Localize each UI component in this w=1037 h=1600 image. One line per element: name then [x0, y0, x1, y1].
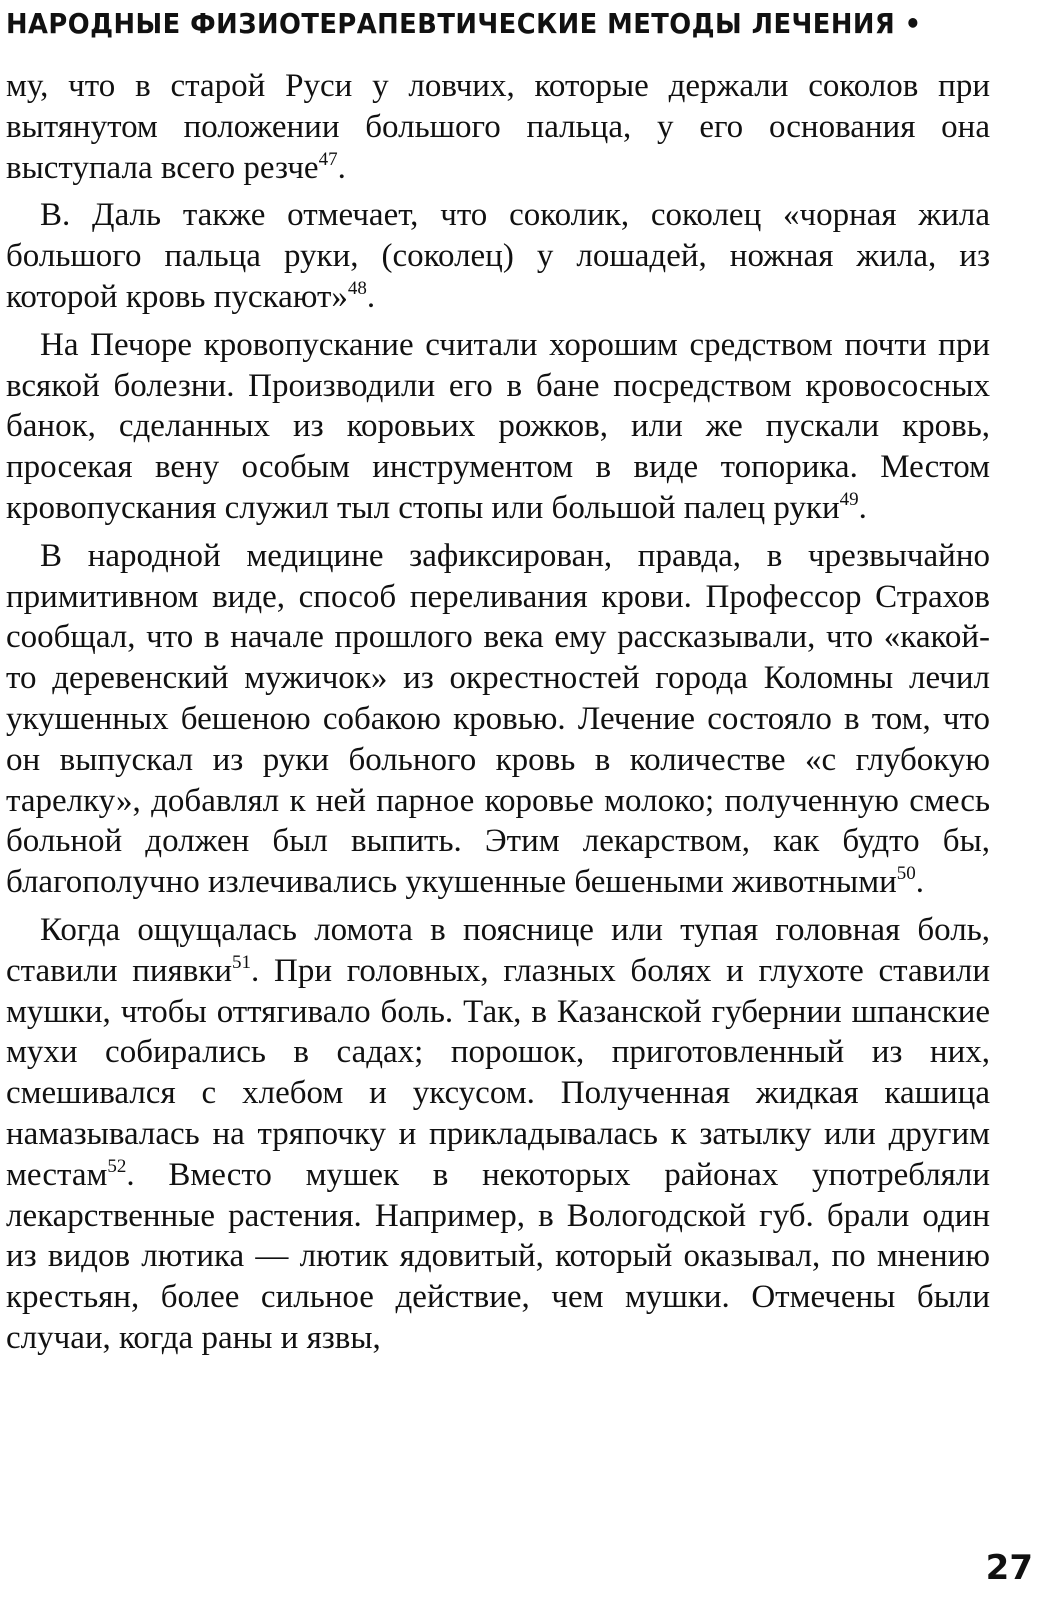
- paragraph: [6, 536, 990, 903]
- paragraph-tail: .: [366, 278, 376, 315]
- paragraph-tail: .: [858, 489, 867, 526]
- paragraph-text: Когда ощущалась ломота в пояснице или тупая головная боль, ставили пиявки: [6, 911, 990, 989]
- footnote-ref-51: 51: [232, 951, 251, 973]
- paragraph-tail: . При головных, глазных болях и глухоте ставили мушки, чтобы оттягивало боль. Так, в Казанской губернии шпанские мухи собирались в садах; порошок, приготовленный из них, смешивался с хлебом и уксусом. Полученная жидкая кашица намазывалась на тряпочку и прикладывалась к затылку или другим местам: [6, 952, 990, 1193]
- running-header: [6, 4, 949, 44]
- page-body: [6, 66, 990, 1359]
- paragraph-text: му, что в старой Руси у ловчих, которые держали соколов при вытянутом положении большого пальца, у его основания она выступала всего резче: [6, 68, 990, 186]
- footnote-ref-47: 47: [318, 148, 338, 170]
- paragraph: [6, 325, 990, 529]
- footnote-ref-50: 50: [896, 863, 916, 885]
- paragraph-text: В. Даль также отмечает, что соколик, соколец «чорная жила большого пальца руки, (соколец) у лошадей, ножная жила, из которой кровь пускают»: [6, 197, 990, 315]
- paragraph-text: На Печоре кровопускание считали хорошим средством почти при всякой болезни. Производили его в бане посредством кровососных банок, сделанных из коровьих рожков, или же пускали кровь, просекая вену особым инструментом в виде топорика. Местом кровопускания служил тыл стопы или большой палец руки: [6, 326, 990, 526]
- paragraph: [6, 66, 990, 188]
- paragraph-tail: . Вместо мушек в некоторых районах употребляли лекарственные растения. Например, в Вологодской губ. брали один из видов лютика — лютик ядовитый, который оказывал, по мнению крестьян, более сильное действие, чем мушки. Отмечены были случаи, когда раны и язвы,: [6, 1156, 990, 1356]
- paragraph-text: В народной медицине зафиксирован, правда, в чрезвычайно примитивном виде, способ переливания крови. Профессор Страхов сообщал, что в начале прошлого века ему рассказывали, что «какой-то деревенский мужичок» из окрестностей города Коломны лечил укушенных бешеною собакою кровью. Лечение состояло в том, что он выпускал из руки больного кровь в количестве «с глубокую тарелку», добавлял к ней парное коровье молоко; полученную смесь больной должен был выпить. Этим лекарством, как будто бы, благополучно излечивались укушенные бешеными животными: [6, 537, 990, 901]
- paragraph-tail: .: [337, 149, 346, 186]
- page-number: 27: [985, 1548, 1033, 1588]
- paragraph: [6, 195, 990, 317]
- footnote-ref-49: 49: [839, 488, 859, 510]
- running-title: НАРОДНЫЕ ФИЗИОТЕРАПЕВТИЧЕСКИЕ МЕТОДЫ ЛЕЧЕНИЯ: [6, 7, 896, 40]
- paragraph-tail: .: [915, 864, 925, 901]
- paragraph: [6, 910, 990, 1359]
- footnote-ref-48: 48: [347, 277, 367, 299]
- footnote-ref-52: 52: [107, 1155, 127, 1177]
- header-ornament: •: [904, 7, 922, 40]
